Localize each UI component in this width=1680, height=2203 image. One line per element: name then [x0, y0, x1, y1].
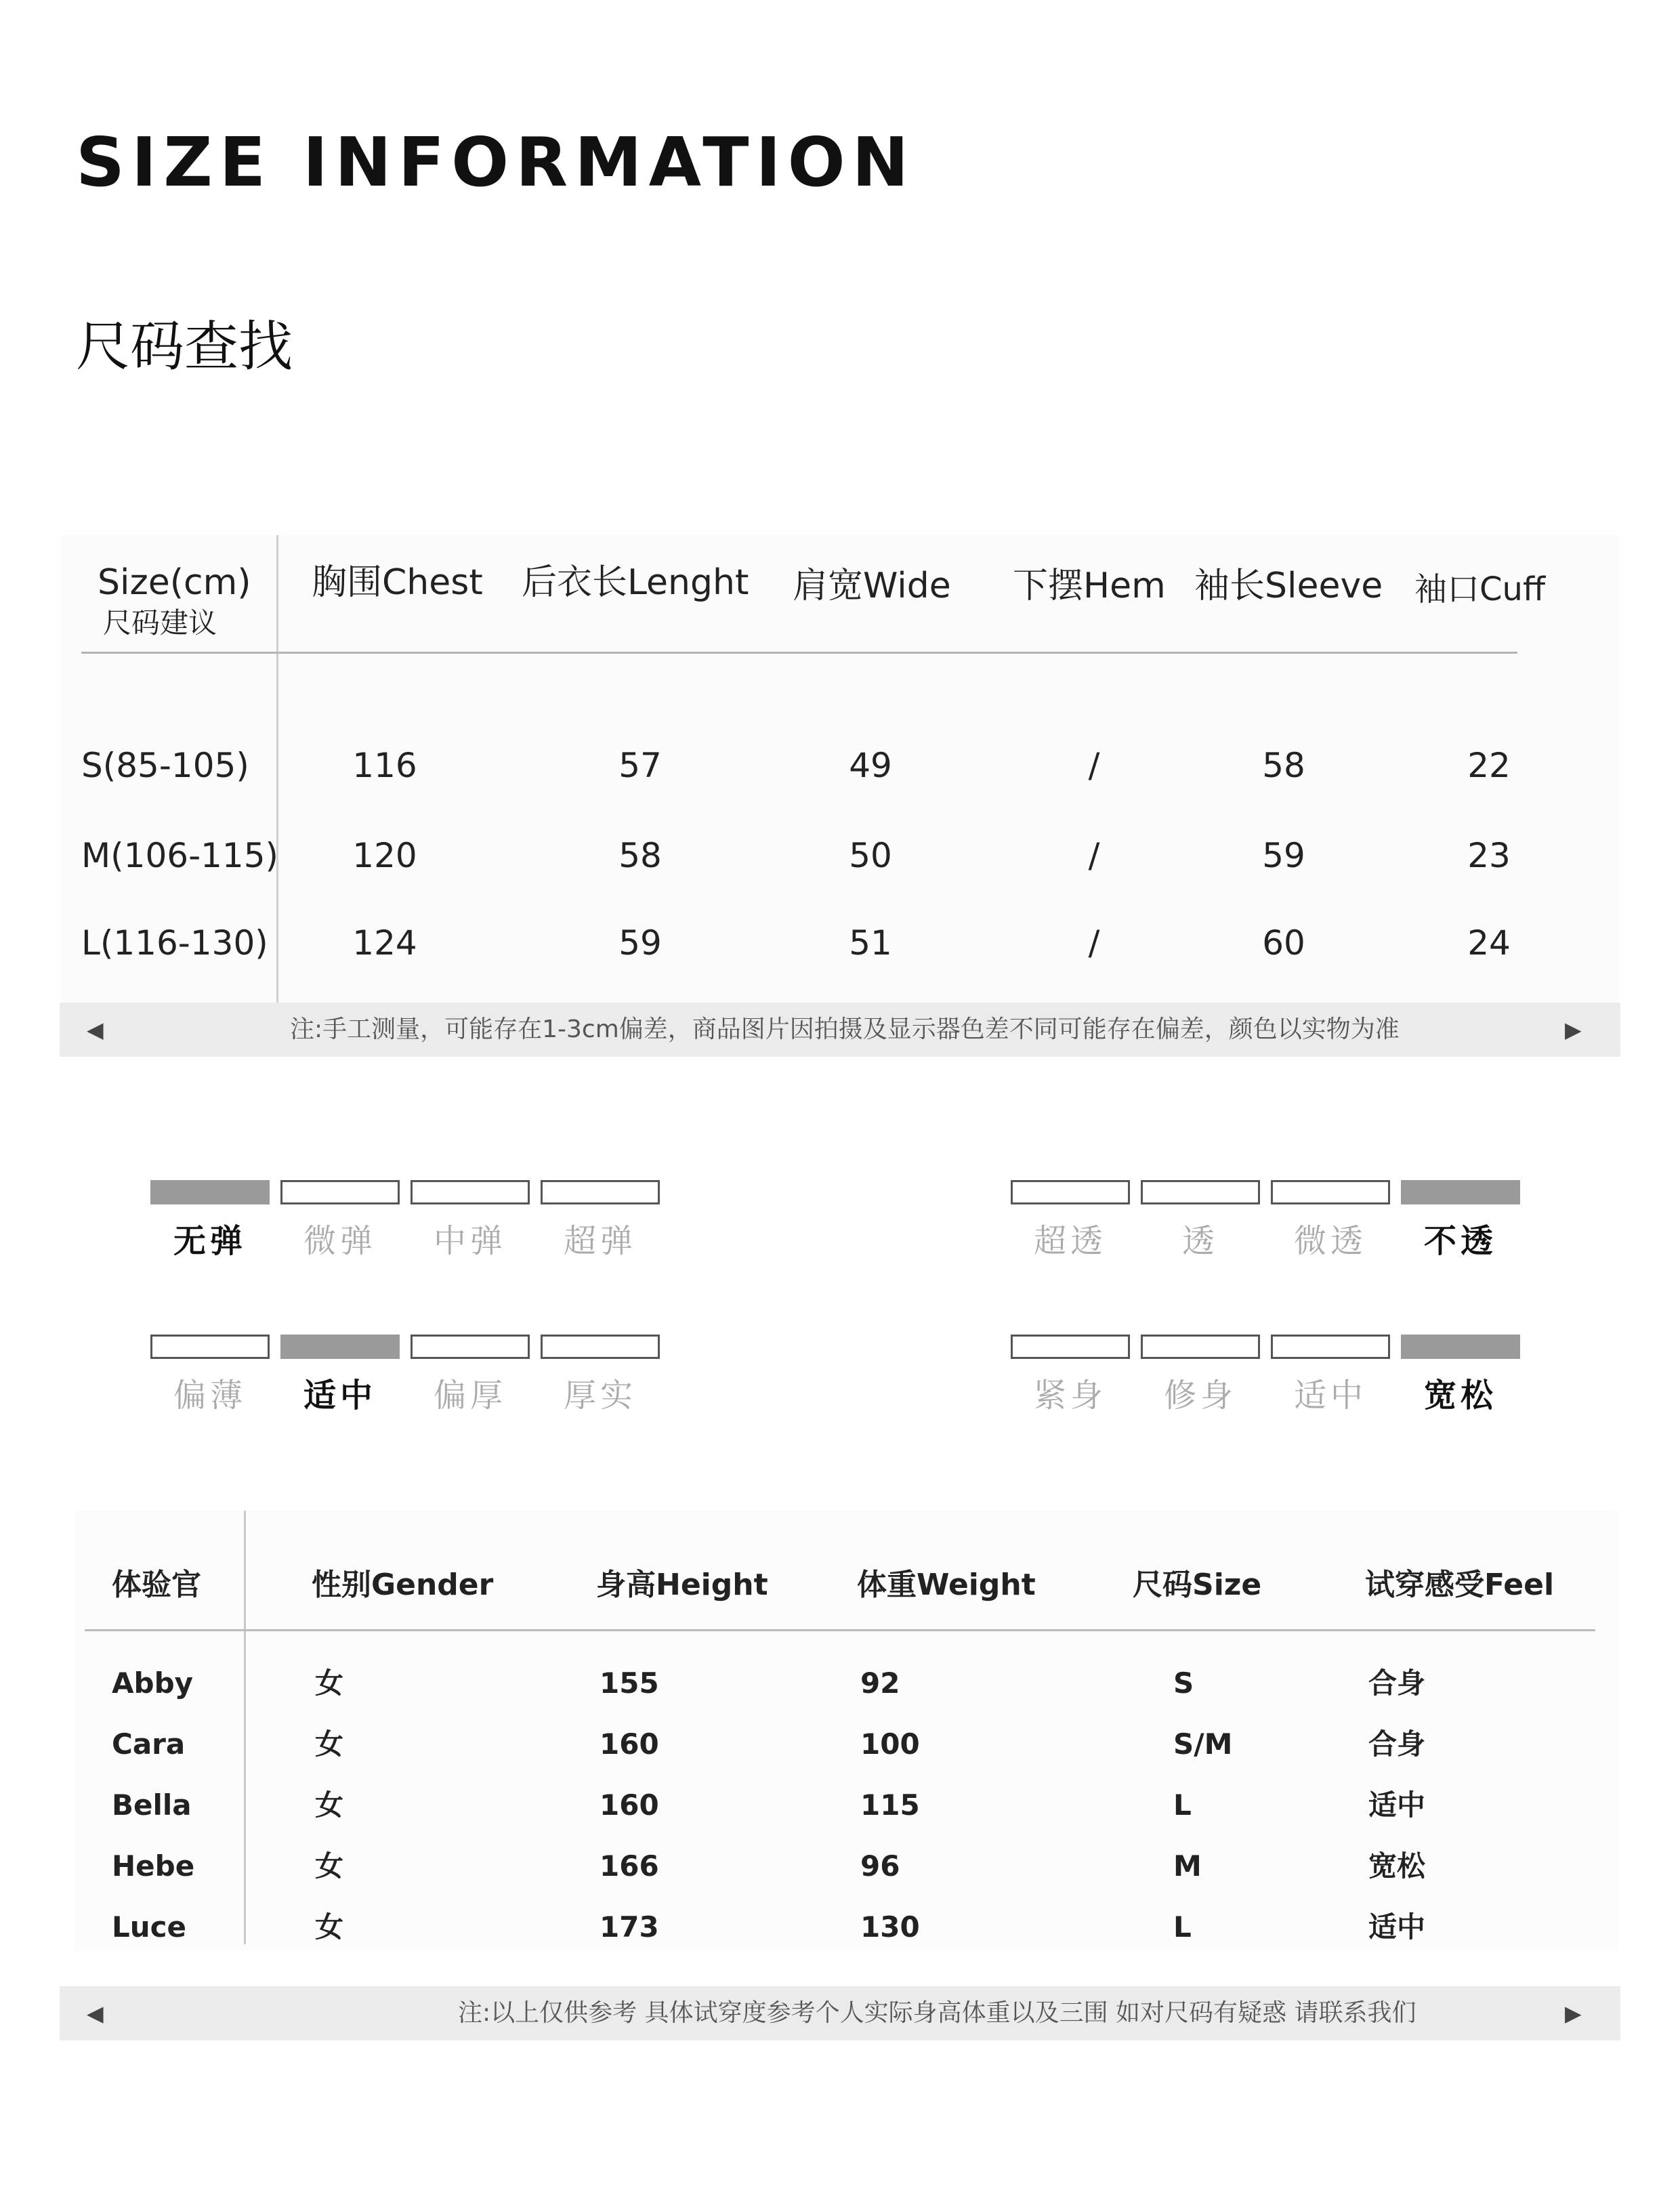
table-cell: 女 [315, 1849, 344, 1883]
header-feel: 试穿感受Feel [1365, 1568, 1555, 1602]
table-cell: L [1173, 1910, 1192, 1944]
table-cell: Abby [112, 1666, 194, 1700]
table-cell: 女 [315, 1910, 344, 1944]
table-cell: S/M [1173, 1727, 1233, 1761]
sleeve-value: 60 [1262, 923, 1305, 963]
table-cell: 160 [600, 1788, 659, 1822]
hem-value: / [1088, 923, 1100, 963]
header-hem: 下摆Hem [1013, 566, 1166, 606]
fit-segment [1401, 1335, 1520, 1359]
transparency-segment [1011, 1180, 1130, 1204]
sleeve-value: 58 [1262, 746, 1305, 785]
fit-label: 紧身 [1033, 1377, 1107, 1414]
table-cell: S [1173, 1666, 1194, 1700]
thickness-label: 适中 [303, 1377, 377, 1414]
elasticity-segment [411, 1180, 530, 1204]
header-size-sub: 尺码建议 [103, 606, 217, 639]
transparency-scale [1011, 1180, 1526, 1268]
table-cell: Hebe [112, 1849, 195, 1883]
transparency-label: 超透 [1033, 1222, 1107, 1260]
elasticity-label: 无弹 [173, 1222, 247, 1260]
table-cell: 女 [315, 1666, 344, 1700]
fit-label: 修身 [1163, 1377, 1237, 1414]
chest-value: 124 [352, 923, 417, 963]
table-cell: 适中 [1368, 1788, 1426, 1822]
table-cell: 96 [860, 1849, 900, 1883]
fit-segment [1271, 1335, 1390, 1359]
cuff-value: 22 [1467, 746, 1511, 785]
thickness-label: 偏薄 [173, 1377, 247, 1414]
header-size: Size(cm) [98, 562, 251, 603]
thickness-segment [280, 1335, 400, 1359]
fit-segment [1141, 1335, 1260, 1359]
thickness-label: 偏厚 [433, 1377, 507, 1414]
size-label: S(85-105) [81, 746, 249, 785]
header-wide: 肩宽Wide [793, 566, 951, 606]
size-row-l [61, 923, 1619, 990]
size-row-s [61, 745, 1619, 813]
sleeve-value: 59 [1262, 836, 1305, 875]
size-label: M(106-115) [81, 836, 279, 875]
header-sleeve: 袖长Sleeve [1194, 566, 1383, 606]
table-cell: 160 [600, 1727, 659, 1761]
table-cell: 115 [860, 1788, 920, 1822]
transparency-label: 不透 [1423, 1222, 1497, 1260]
chest-value: 116 [352, 746, 417, 785]
table-cell: 适中 [1368, 1910, 1426, 1944]
thickness-segment [150, 1335, 270, 1359]
thickness-label: 厚实 [563, 1377, 637, 1414]
fit-label: 适中 [1293, 1377, 1367, 1414]
elasticity-label: 超弹 [563, 1222, 637, 1260]
elasticity-label: 中弹 [433, 1222, 507, 1260]
triangle-left-icon[interactable]: ◀ [87, 1017, 104, 1043]
transparency-label: 透 [1181, 1222, 1219, 1260]
length-value: 59 [618, 923, 662, 963]
elasticity-segment [280, 1180, 400, 1204]
table-cell: 173 [600, 1910, 659, 1944]
triangle-right-icon[interactable]: ▶ [1565, 1017, 1582, 1043]
page-title: SIZE INFORMATION [76, 123, 916, 202]
table-cell: 合身 [1368, 1666, 1426, 1700]
triangle-left-icon[interactable]: ◀ [87, 2000, 104, 2026]
size-note-bar [60, 1003, 1620, 1057]
wide-value: 50 [849, 836, 892, 875]
model-note: 注:以上仅供参考 具体试穿度参考个人实际身高体重以及三围 如对尺码有疑惑 请联系我们 [458, 1999, 1416, 2027]
model-table [75, 1511, 1619, 1951]
section-title: 尺码查找 [76, 315, 293, 378]
thickness-segment [411, 1335, 530, 1359]
table-cell: 女 [315, 1788, 344, 1822]
table-cell: 合身 [1368, 1727, 1426, 1761]
elasticity-segment [541, 1180, 660, 1204]
header-gender: 性别Gender [312, 1568, 494, 1602]
header-cuff: 袖口Cuff [1414, 570, 1546, 608]
table-cell: L [1173, 1788, 1192, 1822]
table-cell: 女 [315, 1727, 344, 1761]
table-cell: 100 [860, 1727, 920, 1761]
hem-value: / [1088, 836, 1100, 875]
size-row-m [61, 835, 1619, 903]
wide-value: 51 [849, 923, 892, 963]
table-cell: 166 [600, 1849, 659, 1883]
size-table [61, 535, 1619, 1003]
fit-label: 宽松 [1423, 1377, 1497, 1414]
fit-segment [1011, 1335, 1130, 1359]
table-cell: Bella [112, 1788, 192, 1822]
header-height: 身高Height [596, 1568, 768, 1602]
transparency-segment [1401, 1180, 1520, 1204]
hem-value: / [1088, 746, 1100, 785]
table-cell: 宽松 [1368, 1849, 1426, 1883]
header-tester: 体验官 [112, 1568, 201, 1602]
thickness-scale [150, 1335, 665, 1423]
header-length: 后衣长Lenght [522, 562, 749, 603]
transparency-label: 微透 [1293, 1222, 1367, 1260]
table-cell: Cara [112, 1727, 186, 1761]
fit-scale [1011, 1335, 1526, 1423]
elasticity-label: 微弹 [303, 1222, 377, 1260]
table-cell: Luce [112, 1910, 187, 1944]
chest-value: 120 [352, 836, 417, 875]
table-cell: 92 [860, 1666, 900, 1700]
size-table-header [61, 535, 1619, 657]
header-size: 尺码Size [1133, 1568, 1262, 1602]
size-note: 注:手工测量，可能存在1-3cm偏差，商品图片因拍摄及显示器色差不同可能存在偏差，颜色以实物为准 [290, 1015, 1400, 1043]
table-cell: M [1173, 1849, 1202, 1883]
elasticity-segment [150, 1180, 270, 1204]
table-cell: 130 [860, 1910, 920, 1944]
length-value: 57 [618, 746, 662, 785]
size-label: L(116-130) [81, 923, 268, 963]
column-divider [244, 1511, 246, 1944]
table-cell: 155 [600, 1666, 659, 1700]
transparency-segment [1141, 1180, 1260, 1204]
header-rule [85, 1629, 1595, 1631]
transparency-segment [1271, 1180, 1390, 1204]
header-weight: 体重Weight [857, 1568, 1036, 1602]
thickness-segment [541, 1335, 660, 1359]
triangle-right-icon[interactable]: ▶ [1565, 2000, 1582, 2026]
header-chest: 胸围Chest [312, 562, 483, 603]
cuff-value: 23 [1467, 836, 1511, 875]
wide-value: 49 [849, 746, 892, 785]
model-note-bar [60, 1986, 1620, 2040]
cuff-value: 24 [1467, 923, 1511, 963]
elasticity-scale [150, 1180, 665, 1268]
length-value: 58 [618, 836, 662, 875]
